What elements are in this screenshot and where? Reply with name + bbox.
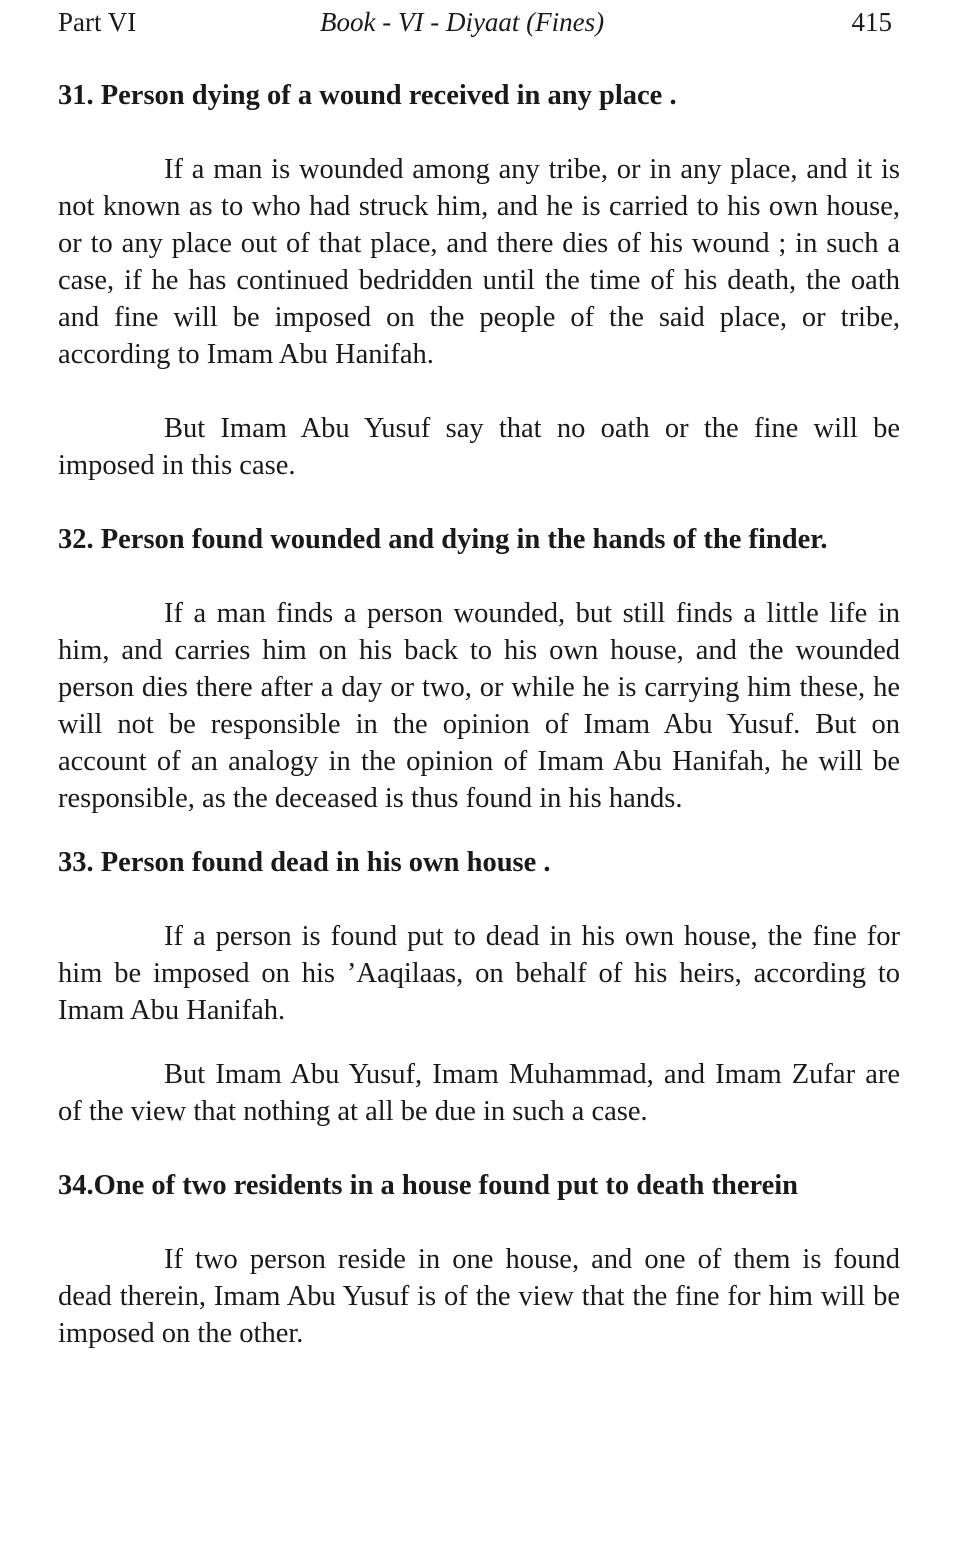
section-heading: 31. Person dying of a wound received in any place . — [58, 80, 677, 111]
section-31 — [58, 77, 900, 484]
page-body — [58, 77, 900, 1352]
running-header — [58, 4, 900, 40]
section-34 — [58, 1167, 900, 1352]
paragraph: If a man finds a person wounded, but still finds a little life in him, and carries him on his back to his own house, and the wounded person dies there after a day or two, or while he is carrying him these, he will not be responsible in the opinion of Imam Abu Yusuf. But on account of an analogy in the opinion of Imam Abu Hanifah, he will be responsible, as the deceased is thus found in his hands. — [58, 598, 900, 814]
page-number: 415 — [851, 7, 892, 37]
header-part: Part VI — [58, 7, 137, 37]
paragraph: If a person is found put to dead in his own house, the fine for him be imposed on his ’Aaqilaas, on behalf of his heirs, according to Imam Abu Hanifah. — [58, 921, 900, 1026]
paragraph: If a man is wounded among any tribe, or in any place, and it is not known as to who had struck him, and he is carried to his own house, or to any place out of that place, and there dies of his wound ; in such a case, if he has continued bedridden until the time of his death, the oath and fine will be imposed on the people of the said place, or tribe, according to Imam Abu Hanifah. — [58, 154, 900, 370]
section-33 — [58, 844, 900, 1130]
section-heading: 32. Person found wounded and dying in the hands of the finder. — [58, 524, 828, 555]
paragraph: If two person reside in one house, and one of them is found dead therein, Imam Abu Yusuf is of the view that the fine for him will be imposed on the other. — [58, 1244, 900, 1349]
section-heading: 34.One of two residents in a house found put to death therein — [58, 1170, 799, 1201]
section-heading: 33. Person found dead in his own house . — [58, 847, 551, 878]
header-book-title: Book - VI - Diyaat (Fines) — [320, 7, 605, 37]
section-32 — [58, 521, 900, 817]
paragraph: But Imam Abu Yusuf, Imam Muhammad, and Imam Zufar are of the view that nothing at all be due in such a case. — [58, 1059, 900, 1127]
paragraph: But Imam Abu Yusuf say that no oath or the fine will be imposed in this case. — [58, 413, 900, 481]
